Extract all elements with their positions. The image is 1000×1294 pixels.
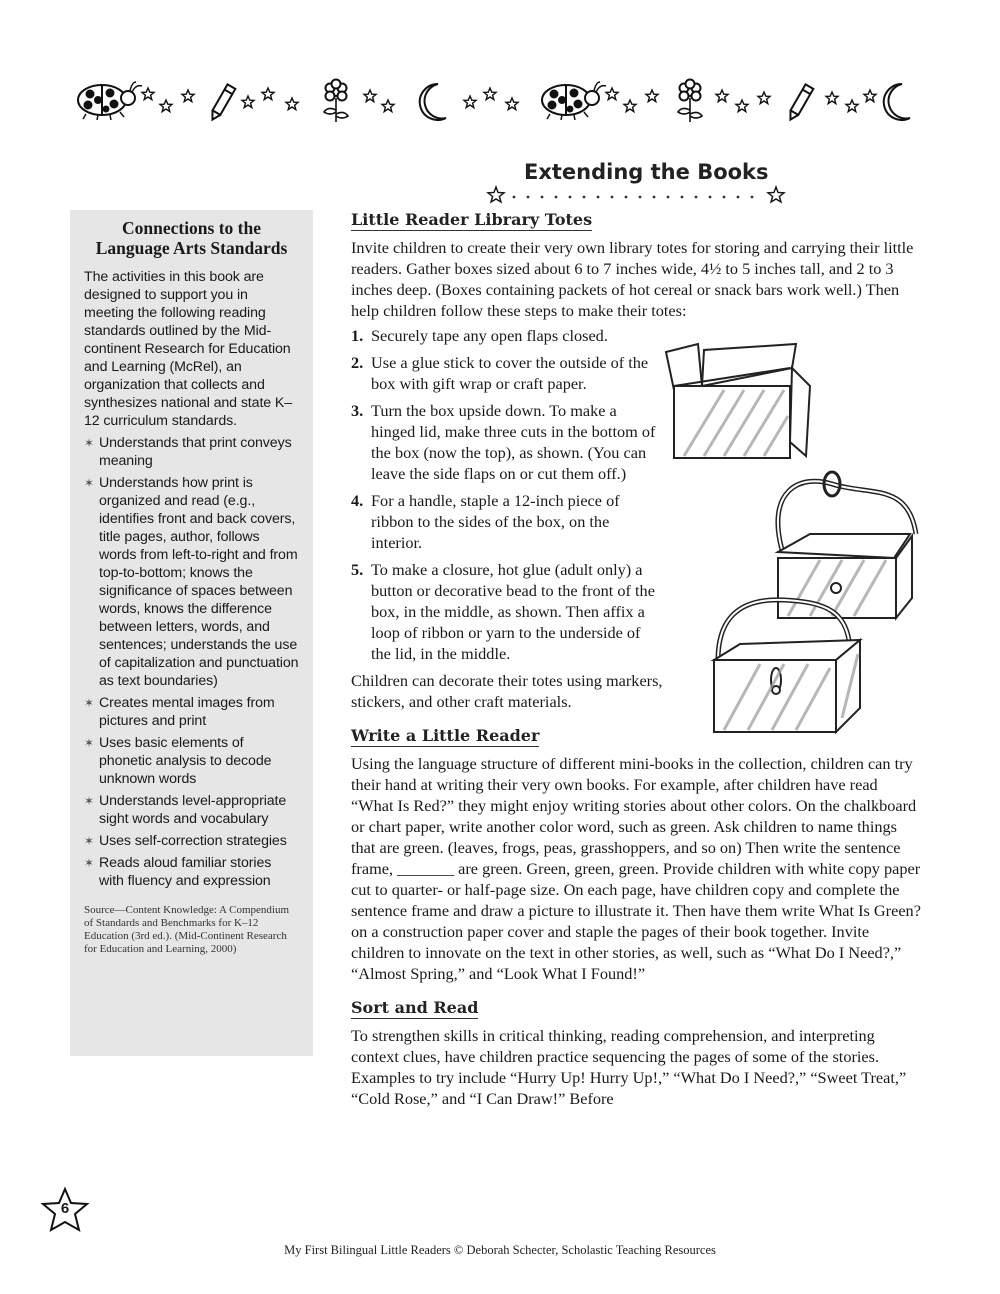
crayon-icon [209,84,236,121]
sidebar-intro: The activities in this book are designed to support you in meeting the following reading standards outlined by the Mid-continent Research for Education and Learning (McRel), an organization that collects and synthesizes national and state K–12 curriculum standards. [84,269,293,429]
star-bullet-icon: ✶ [84,696,94,710]
page-number-star [40,1186,90,1234]
ladybug-icon [542,82,606,120]
ladybug-icon [78,82,142,120]
decorative-banner [70,72,930,132]
list-item: ✶ Understands level-appropriate sight words and vocabulary [84,793,287,827]
step-item: 3. Turn the box upside down. To make a hinged lid, make three cuts in the bottom of the box (now the top), as shown. (You can leave the side flaps on or cut them off.) [351,401,656,483]
moon-icon [884,84,910,120]
page-title: Extending the Books [524,160,769,184]
flower-icon [678,80,702,123]
list-item: ✶ Understands that print conveys meaning [84,435,292,469]
tote-closed-illustration [704,594,874,744]
sidebar-title: Connections to the Language Arts Standards [95,218,288,258]
page-number: 6 [60,1200,70,1217]
list-item: ✶ Reads aloud familiar stories with fluency and expression [84,855,272,889]
star-bullet-icon: ✶ [84,856,94,870]
footer-copyright: My First Bilingual Little Readers © Deborah Schecter, Scholastic Teaching Resources [284,1243,716,1257]
star-bullet-icon: ✶ [84,794,94,808]
list-item: ✶ Uses self-correction strategies [84,833,287,849]
step-item: 1. Securely tape any open flaps closed. [351,326,608,345]
star-bullet-icon: ✶ [84,834,94,848]
library-totes-intro: Invite children to create their very own library totes for storing and carrying their little readers. Gather boxes sized about 6 to 7 inches wide, 4½ to 5 inches tall, and 2 to 3 inches deep. (Boxes containing packets of hot cereal or snack bars work well.) Then help children follow these steps to make their totes: [351,238,914,320]
tote-steps-list [351,325,663,664]
step-item: 4. For a handle, staple a 12-inch piece of ribbon to the sides of the box, on the interior. [351,491,620,552]
sort-read-body: To strengthen skills in critical thinking, reading comprehension, and interpreting context clues, have children practice sequencing the pages of some of the stories. Examples to try include “Hurry Up! Hurry Up!,” “What Do I Need?,” “Sweet Treat,” “Cold Rose,” and “I Can Draw!” Before [351,1026,907,1108]
section-heading-sort-read: Sort and Read [351,998,479,1017]
crayon-icon [787,84,814,121]
write-reader-body: Using the language structure of different mini-books in the collection, children can try their hand at writing their very own books. For example, after children have read “What Is Red?” they might enjoy writing stories about other colors. On the chalkboard or chart paper, write another color word, such as green. Ask children to name things that are green. (leaves, frogs, peas, grasshoppers, and so on) Then write the sentence frame, _______ are green. Green, green, green. Provide children with white copy paper cut to quarter- or half-page size. On each page, have children copy and complete the sentence frame and draw a picture to illustrate it. Then have them write What Is Green? on a construction paper cover and staple the pages of their book together. Invite children to innovate on the text in other stories, as well, such as “What Do I Need?,” “Almost Spring,” and “Look What I Found!” [351,754,921,983]
title-star-rule [484,184,789,206]
moon-icon [420,84,446,120]
source-citation: Source—Content Knowledge: A Compendium of Standards and Benchmarks for K–12 Education (3rd ed.). (Mid-Continent Research for Education and Learning, 2000) [84,904,290,955]
step-item: 2. Use a glue stick to cover the outside of the box with gift wrap or craft paper. [351,353,649,393]
flower-icon [324,80,348,123]
tote-box-open-illustration [664,342,814,478]
list-item: ✶ Understands how print is organized and read (e.g., identifies front and back covers, title pages, author, follows words from left-to-right and from top-to-bottom; knows the significance of spaces between words, knows the difference between letters, words, and sentences; understands the use of capitalization and punctuation as text boundaries) [84,475,299,689]
standards-list [84,434,299,890]
section-heading-library-totes: Little Reader Library Totes [351,210,593,229]
star-bullet-icon: ✶ [84,436,94,450]
list-item: ✶ Uses basic elements of phonetic analysis to decode unknown words [84,735,272,787]
star-bullet-icon: ✶ [84,476,94,490]
star-icon [488,187,504,202]
star-icon [768,187,784,202]
step-item: 5. To make a closure, hot glue (adult only) a button or decorative bead to the front of the box, in the middle, as shown. Then affix a loop of ribbon or yarn to the underside of the lid, in the middle. [351,560,655,663]
library-totes-outro: Children can decorate their totes using markers, stickers, and other craft materials. [351,671,663,711]
star-bullet-icon: ✶ [84,736,94,750]
section-heading-write-reader: Write a Little Reader [351,726,540,745]
standards-sidebar [70,210,313,1056]
list-item: ✶ Creates mental images from pictures and print [84,695,275,729]
